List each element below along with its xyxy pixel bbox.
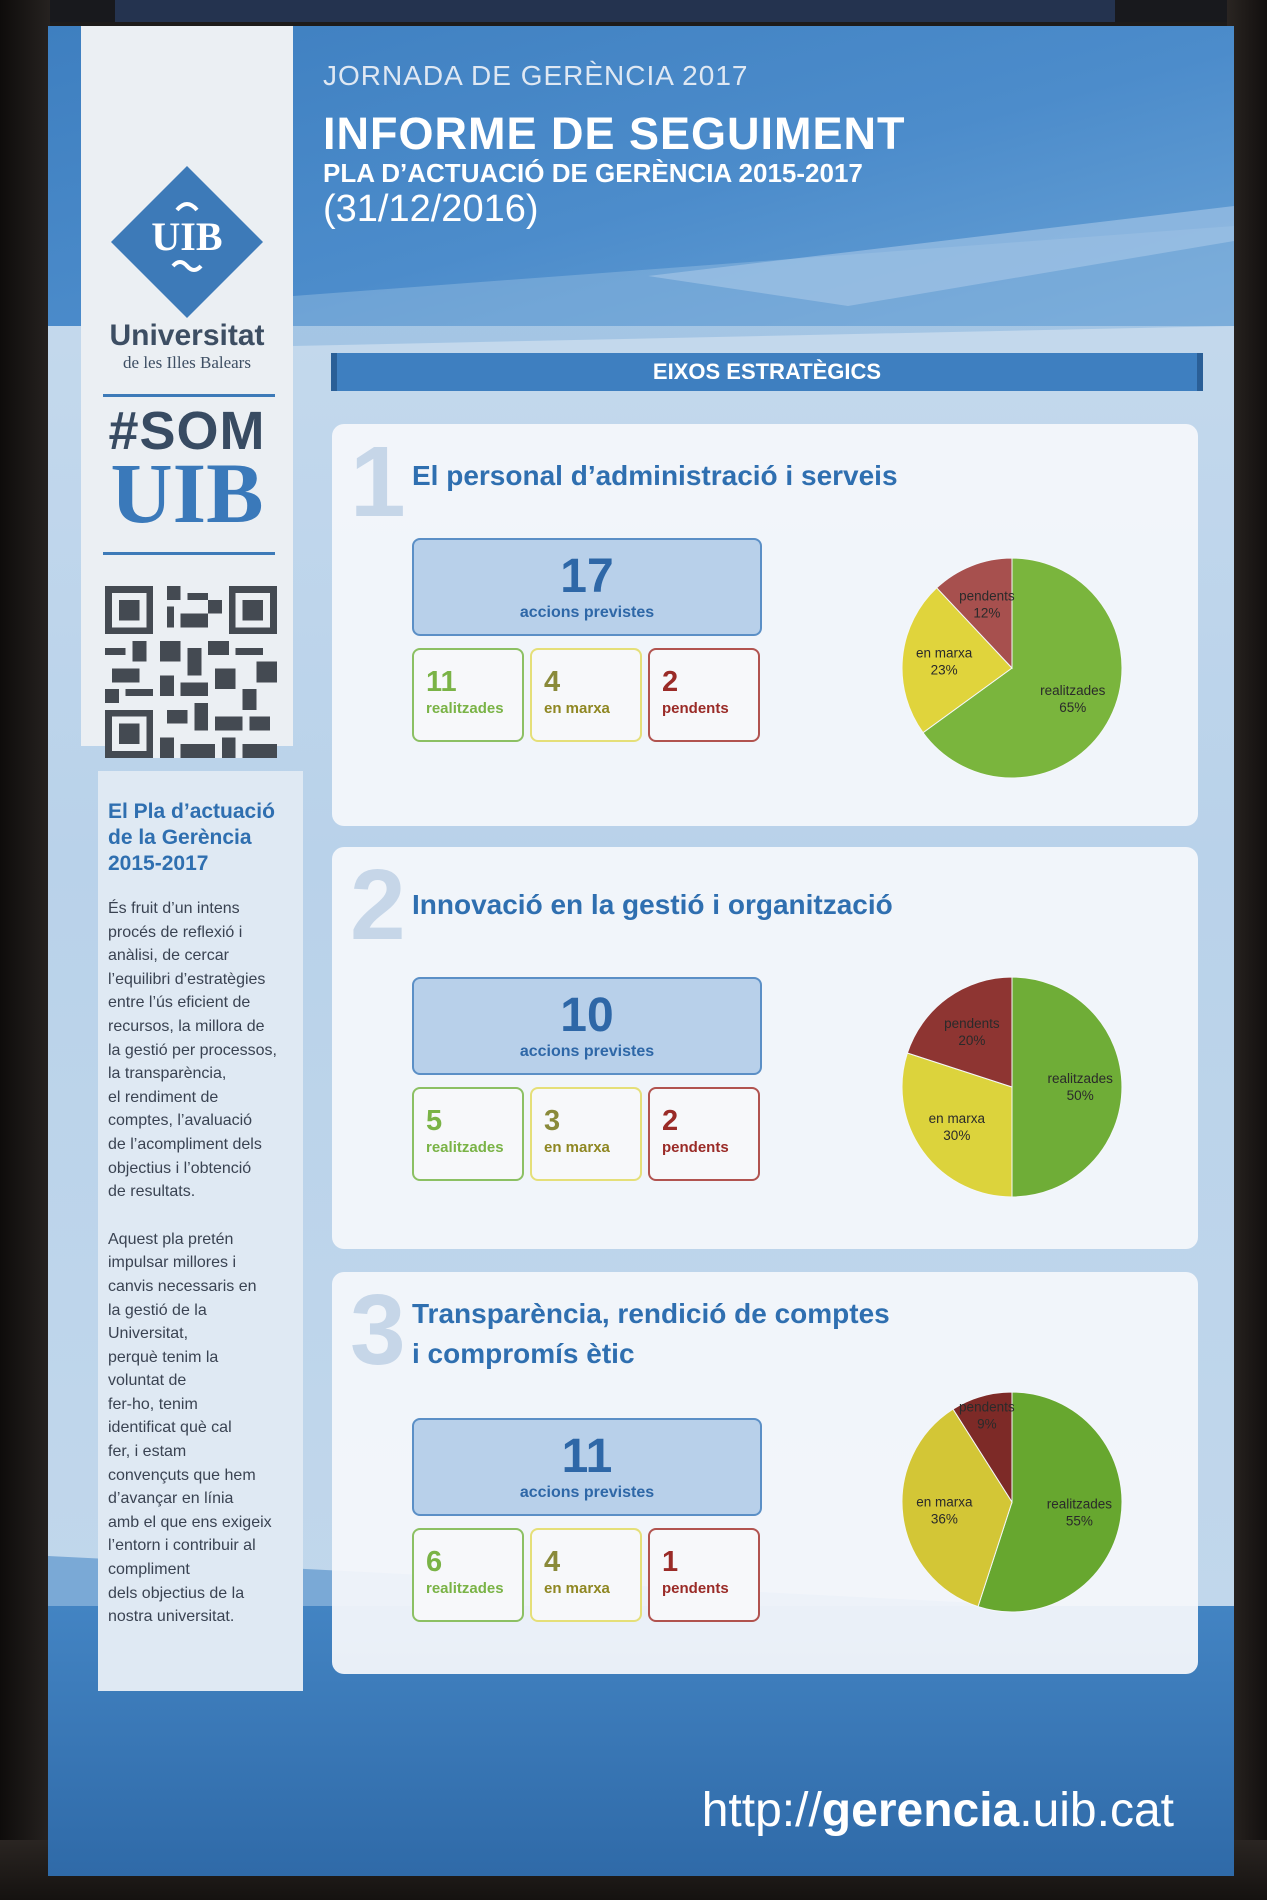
pending-actions-box: 2 pendents [648, 648, 760, 742]
plan-description-title: El Pla d’actuació de la Gerència 2015-2017 [108, 800, 275, 875]
poster [48, 26, 1234, 1876]
done-actions-box: 5 realitzades [412, 1087, 524, 1181]
pie-label-value: 50% [1066, 1088, 1094, 1103]
strategic-axes-banner: EIXOS ESTRATÈGICS [331, 353, 1203, 391]
pie-label-value: 55% [1065, 1513, 1093, 1529]
report-title: INFORME DE SEGUIMENT [323, 108, 906, 159]
website-url[interactable]: http://gerencia.uib.cat [701, 1784, 1174, 1837]
pending-actions-box: 2 pendents [648, 1087, 760, 1181]
divider [103, 394, 275, 397]
planned-actions-label: accions previstes [519, 1043, 655, 1060]
done-actions-box: 6 realitzades [412, 1528, 524, 1622]
room-background-top [0, 0, 1267, 22]
planned-actions-box [412, 538, 762, 636]
axis-title: Innovació en la gestió i organització [412, 889, 893, 920]
planned-actions-count: 17 [560, 550, 614, 603]
pie-label-value: 65% [1059, 699, 1087, 715]
axis-section-1 [332, 424, 1198, 826]
axis-2-pie-chart [862, 937, 1162, 1237]
axis-title: El personal d’administració i serveis [412, 460, 898, 491]
axis-section-2 [332, 847, 1198, 1249]
qr-code-icon [105, 586, 277, 758]
axis-1-pie-chart [862, 518, 1162, 818]
university-name-sub: de les Illes Balears [123, 353, 251, 372]
branding-column [81, 26, 293, 746]
university-name: Universitat [109, 319, 265, 352]
pie-label-value: 20% [958, 1032, 986, 1048]
pie-slice-realitzades [1012, 977, 1122, 1197]
pie-label-name: pendents [959, 1399, 1015, 1415]
pie-label-name: realitzades [1046, 1496, 1113, 1512]
report-date: (31/12/2016) [323, 188, 539, 230]
pie-label-name: realitzades [1047, 1071, 1113, 1086]
in-progress-actions-box: 4 en marxa [530, 648, 642, 742]
pie-label-name: realitzades [1040, 682, 1106, 698]
uib-logo-text: UIB [151, 214, 223, 259]
in-progress-actions-box: 3 en marxa [530, 1087, 642, 1181]
planned-actions-count: 11 [561, 1430, 613, 1483]
pie-label-name: en marxa [916, 1494, 973, 1510]
pie-label-name: pendents [959, 588, 1015, 604]
hashtag-uib: UIB [110, 445, 264, 541]
planned-actions-box [412, 1418, 762, 1516]
planned-actions-box [412, 977, 762, 1075]
pie-label-value: 12% [973, 605, 1001, 621]
hashtag-som: #SOM [108, 401, 266, 461]
planned-actions-count: 10 [560, 989, 614, 1042]
pie-label-value: 23% [930, 662, 958, 678]
plan-description-paragraph-2: Aquest pla pretén impulsar millores i canvis necessaris en la gestió de la Universitat, perquè tenim la voluntat de fer-ho, tenim identificat què cal fer, i estam convençuts que hem d’avançar en línia amb el que ens exigeix l’entorn i contribuir al compliment dels objectius de la nostra universitat. [108, 1230, 272, 1626]
planned-actions-label: accions previstes [519, 1484, 655, 1501]
axis-title: Transparència, rendició de comptes i compromís ètic [412, 1298, 890, 1369]
pie-label-name: en marxa [928, 1111, 985, 1127]
pie-label-value: 30% [943, 1128, 971, 1144]
axis-number: 2 [350, 849, 406, 961]
pie-label-name: en marxa [915, 645, 973, 661]
panel-edge [115, 0, 1115, 22]
pie-label-name: pendents [944, 1015, 1000, 1031]
pie-label-value: 36% [930, 1511, 958, 1527]
event-name: JORNADA DE GERÈNCIA 2017 [323, 60, 749, 91]
planned-actions-label: accions previstes [519, 604, 655, 621]
divider [103, 552, 275, 555]
report-subtitle: PLA D’ACTUACIÓ DE GERÈNCIA 2015-2017 [323, 158, 863, 188]
axis-number: 1 [350, 426, 406, 538]
axis-3-pie-chart [862, 1352, 1162, 1652]
room-background-left [0, 0, 50, 1900]
uib-logo-icon [111, 166, 263, 318]
plan-description-panel [98, 771, 303, 1691]
axis-number: 3 [350, 1274, 406, 1386]
plan-description-paragraph-1: És fruit d’un intens procés de reflexió i anàlisi, de cercar l’equilibri d’estratègies entre l’ús eficient de recursos, la millora de la gestió per processos, la transparència, el rendiment de comptes, l’avaluació de l’acompliment dels objectius i l’obtenció de resultats. [108, 900, 277, 1201]
done-actions-box: 11 realitzades [412, 648, 524, 742]
pie-label-value: 9% [977, 1416, 997, 1432]
pending-actions-box: 1 pendents [648, 1528, 760, 1622]
in-progress-actions-box: 4 en marxa [530, 1528, 642, 1622]
axis-section-3 [332, 1272, 1198, 1674]
